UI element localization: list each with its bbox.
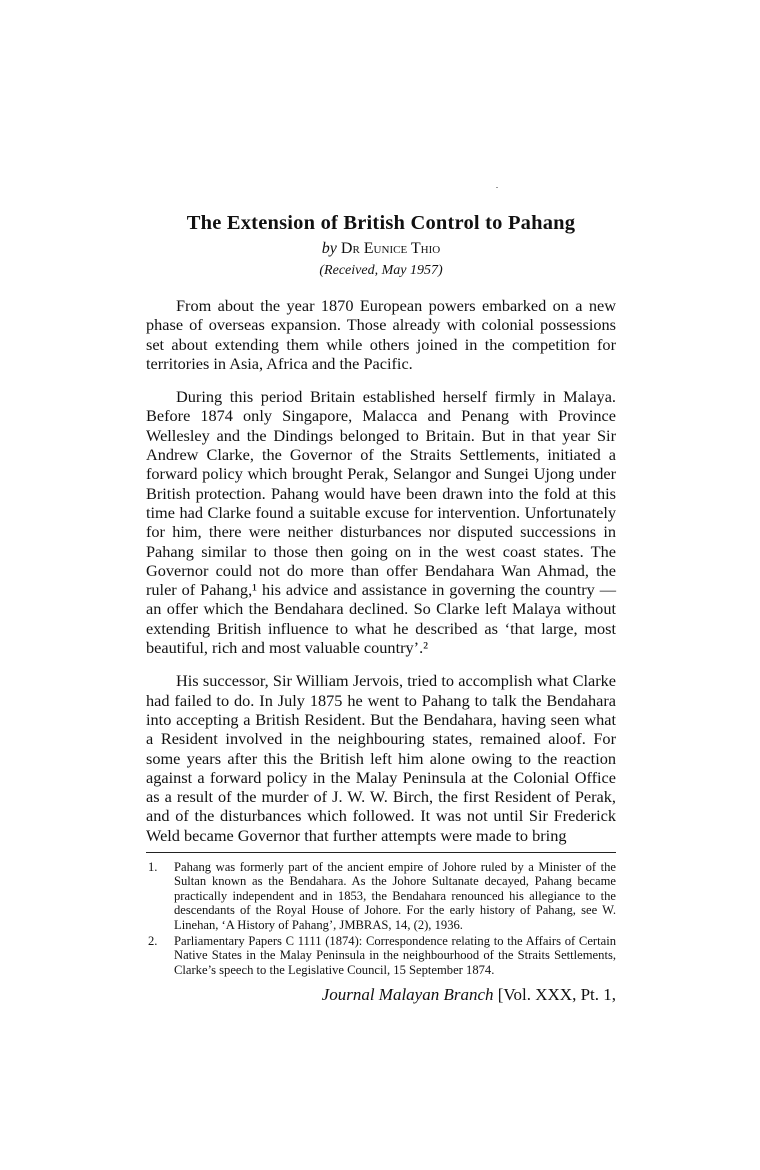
- byline: [146, 239, 616, 259]
- volume-info: [Vol. XXX, Pt. 1,: [497, 985, 616, 1005]
- footnote-text: Pahang was formerly part of the ancient empire of Johore ruled by a Minister of the Sultan known as the Bendahara. As the Johore Sultanate decayed, Pahang became practically independent and in 1853, the Bendahara renounced his allegiance to the descendants of the Royal House of Johore. For the early history of Pahang, see W. Linehan, ‘A History of Pahang’, JMBRAS, 14, (2), 1936.: [174, 860, 616, 932]
- footnote-number: 1.: [148, 860, 158, 875]
- article-page: [146, 212, 616, 1005]
- footnotes: [146, 860, 616, 977]
- paragraph-2: During this period Britain established herself firmly in Malaya. Before 1874 only Singapore, Malacca and Penang with Province Wellesley and the Dindings belonged to Britain. But in that year Sir Andrew Clarke, the Governor of the Straits Settlements, initiated a forward policy which brought Perak, Selangor and Sungei Ujong under British protection. Pahang would have been drawn into the fold at this time had Clarke found a suitable excuse for intervention. Unfortunately for him, there were neither disturbances nor disputed successions in Pahang similar to those then going on in the west coast states. The Governor could not do more than offer Bendahara Wan Ahmad, the ruler of Pahang,¹ his advice and assistance in governing the country — an offer which the Bendahara declined. So Clarke left Malaya without extending British influence to what he described as ‘that large, most beautiful, rich and most valuable country’.²: [146, 387, 616, 658]
- paragraph-1: From about the year 1870 European powers embarked on a new phase of overseas expansion. Those already with colonial possessions set about extending them while others joined in the competition for territories in Asia, Africa and the Pacific.: [146, 296, 616, 373]
- scan-speck: [496, 187, 498, 188]
- footnote-divider: [146, 852, 616, 853]
- article-body: [146, 296, 616, 845]
- journal-name: Journal Malayan Branch: [321, 985, 494, 1005]
- footnote-number: 2.: [148, 934, 158, 949]
- paragraph-3: His successor, Sir William Jervois, tried to accomplish what Clarke had failed to do. In July 1875 he went to Pahang to talk the Bendahara into accepting a British Resident. But the Bendahara, having seen what a Resident involved in the neighbouring states, remained aloof. For some years after this the British left him alone owing to the reaction against a forward policy in the Malay Peninsula at the Colonial Office as a result of the murder of J. W. W. Birch, the first Resident of Perak, and of the disturbances which followed. It was not until Sir Frederick Weld became Governor that further attempts were made to bring: [146, 671, 616, 845]
- footnote-2: [146, 934, 616, 977]
- footnote-1: [146, 860, 616, 932]
- page-footer: [146, 985, 616, 1005]
- received-date: (Received, May 1957): [319, 263, 443, 278]
- author-name: Dr Eunice Thio: [340, 240, 441, 257]
- footnote-text: Parliamentary Papers C 1111 (1874): Correspondence relating to the Affairs of Certain Native States in the Malay Peninsula in the neighbourhood of the Straits Settlements, Clarke’s speech to the Legislative Council, 15 September 1874.: [174, 934, 616, 977]
- byline-by: by: [321, 240, 337, 257]
- article-title: The Extension of British Control to Pahang: [186, 212, 576, 234]
